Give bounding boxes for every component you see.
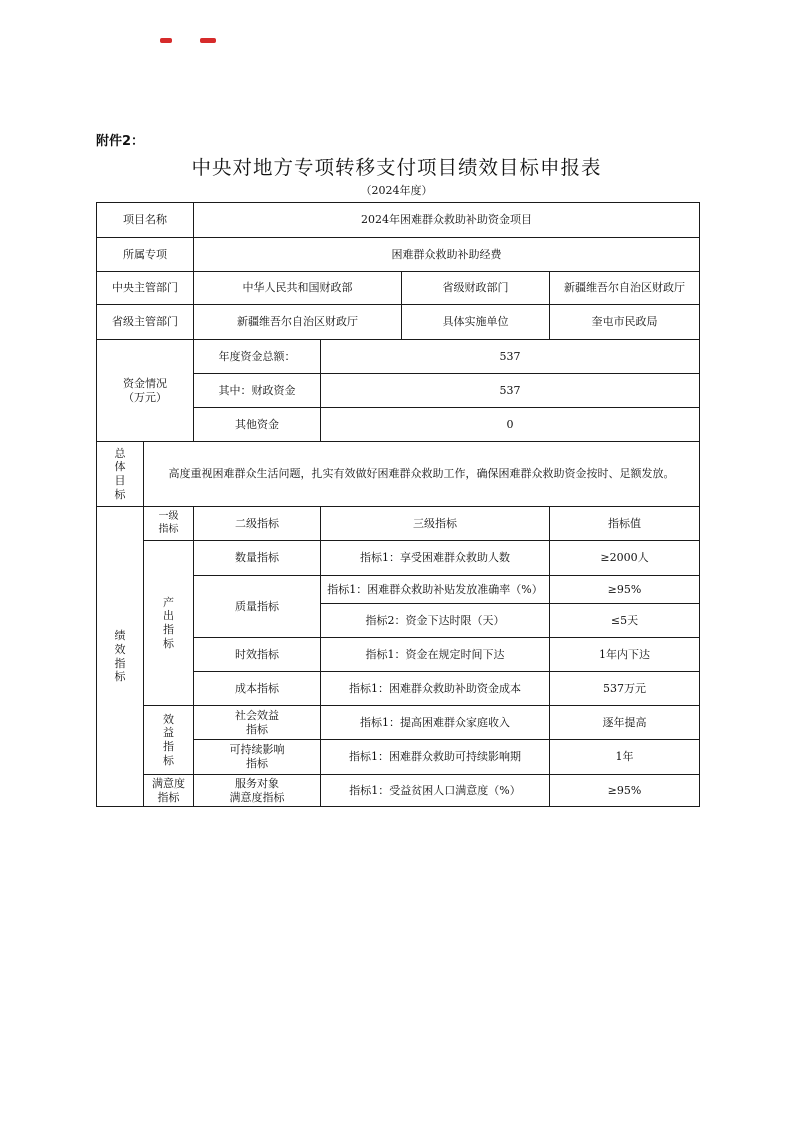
- sustainable-ind1: 指标1：困难群众救助可持续影响期: [321, 740, 550, 775]
- perf-label-char: 效: [114, 642, 126, 656]
- benefit-label-char: 效: [163, 712, 174, 726]
- timeliness-val1: 1年内下达: [550, 638, 700, 672]
- social-name-line1: 社会效益: [235, 708, 279, 722]
- row-project-name: [97, 203, 700, 238]
- output-label-char: 指: [163, 623, 174, 636]
- satisfaction-ind1: 指标1：受益贫困人口满意度（%）: [321, 775, 550, 807]
- funds-label: [97, 340, 194, 442]
- quality-ind1: 指标1：困难群众救助补贴发放准确率（%）: [321, 576, 550, 604]
- performance-form-table: [96, 202, 700, 807]
- form-title: 中央对地方专项转移支付项目绩效目标申报表: [191, 156, 602, 179]
- social-ind1: 指标1：提高困难群众家庭收入: [321, 706, 550, 740]
- quantity-indicator: 数量指标: [194, 541, 321, 576]
- row-social: [97, 706, 700, 740]
- row-special-item: [97, 238, 700, 272]
- central-dept-value: 中华人民共和国财政部: [194, 272, 402, 305]
- quality-ind2: 指标2：资金下达时限（天）: [321, 604, 550, 638]
- prov-finance-dept-label: 省级财政部门: [402, 272, 550, 305]
- sustainable-indicator: [194, 740, 321, 775]
- sustainable-name-line2: 指标: [246, 757, 268, 770]
- stamp-mark: [200, 38, 216, 43]
- special-item-value: 困难群众救助补助经费: [194, 238, 700, 272]
- prov-finance-dept-value: 新疆维吾尔自治区财政厅: [550, 272, 700, 305]
- cost-indicator: 成本指标: [194, 672, 321, 706]
- funds-label-line2: （万元）: [123, 390, 167, 404]
- quantity-val1: ≥2000人: [550, 541, 700, 576]
- timeliness-indicator: 时效指标: [194, 638, 321, 672]
- satisfaction-label-line1: 满意度: [152, 776, 185, 790]
- satisfaction-name-line1: 服务对象: [235, 776, 279, 790]
- perf-label-char: 绩: [114, 629, 126, 642]
- level3-header: 三级指标: [321, 507, 550, 541]
- funds-fiscal-label: 其中：财政资金: [194, 374, 321, 408]
- level1-header-line1: 一级: [158, 511, 179, 522]
- sustainable-name-line1: 可持续影响: [229, 743, 285, 757]
- perf-label-char: 指: [114, 656, 126, 670]
- output-label-char: 标: [163, 636, 174, 650]
- satisfaction-indicator-label: [144, 775, 194, 807]
- goal-label-char: 体: [114, 460, 126, 474]
- funds-total-value: 537: [321, 340, 700, 374]
- quality-val2: ≤5天: [550, 604, 700, 638]
- social-name-line2: 指标: [246, 722, 268, 736]
- overall-goal-text: 高度重视困难群众生活问题，扎实有效做好困难群众救助工作，确保困难群众救助资金按时、足额发放。: [144, 442, 700, 507]
- level1-header-line2: 指标: [158, 523, 179, 535]
- quality-indicator: 质量指标: [194, 576, 321, 638]
- social-benefit-indicator: [194, 706, 321, 740]
- project-name-value: 2024年困难群众救助补助资金项目: [194, 203, 700, 238]
- row-perf-header: [97, 507, 700, 541]
- output-indicator-label: [144, 541, 194, 706]
- funds-other-value: 0: [321, 408, 700, 442]
- performance-label: [97, 507, 144, 807]
- satisfaction-val1: ≥95%: [550, 775, 700, 807]
- overall-goal-label: [97, 442, 144, 507]
- goal-label-char: 标: [114, 487, 126, 501]
- perf-label-char: 标: [114, 670, 126, 684]
- quantity-ind1: 指标1：享受困难群众救助人数: [321, 541, 550, 576]
- row-overall-goal: [97, 442, 700, 507]
- prov-dept-value: 新疆维吾尔自治区财政厅: [194, 305, 402, 340]
- goal-label-char: 总: [114, 446, 126, 460]
- quality-val1: ≥95%: [550, 576, 700, 604]
- row-quantity: [97, 541, 700, 576]
- row-satisfaction: [97, 775, 700, 807]
- benefit-label-char: 指: [163, 740, 174, 753]
- attachment-label: 附件2：: [96, 134, 145, 149]
- goal-label-char: 目: [114, 474, 126, 487]
- row-central-dept: [97, 272, 700, 305]
- benefit-indicator-label: [144, 706, 194, 775]
- output-label-char: 出: [163, 609, 174, 623]
- project-name-label: 项目名称: [97, 203, 194, 238]
- benefit-label-char: 标: [163, 753, 174, 767]
- stamp-mark: [160, 38, 172, 43]
- impl-unit-label: 具体实施单位: [402, 305, 550, 340]
- form-year: （2024年度）: [360, 184, 433, 197]
- value-header: 指标值: [550, 507, 700, 541]
- row-prov-dept: [97, 305, 700, 340]
- satisfaction-name-line2: 满意度指标: [229, 790, 285, 804]
- funds-other-label: 其他资金: [194, 408, 321, 442]
- timeliness-ind1: 指标1：资金在规定时间下达: [321, 638, 550, 672]
- benefit-label-char: 益: [163, 726, 174, 740]
- level2-header: 二级指标: [194, 507, 321, 541]
- level1-header: [144, 507, 194, 541]
- cost-ind1: 指标1：困难群众救助补助资金成本: [321, 672, 550, 706]
- central-dept-label: 中央主管部门: [97, 272, 194, 305]
- funds-fiscal-value: 537: [321, 374, 700, 408]
- sustainable-val1: 1年: [550, 740, 700, 775]
- output-label-char: 产: [163, 595, 174, 609]
- service-satisfaction-indicator: [194, 775, 321, 807]
- row-funds-total: [97, 340, 700, 374]
- social-val1: 逐年提高: [550, 706, 700, 740]
- funds-total-label: 年度资金总额：: [194, 340, 321, 374]
- prov-dept-label: 省级主管部门: [97, 305, 194, 340]
- satisfaction-label-line2: 指标: [157, 790, 180, 804]
- special-item-label: 所属专项: [97, 238, 194, 272]
- funds-label-line1: 资金情况: [123, 376, 167, 390]
- impl-unit-value: 奎屯市民政局: [550, 305, 700, 340]
- cost-val1: 537万元: [550, 672, 700, 706]
